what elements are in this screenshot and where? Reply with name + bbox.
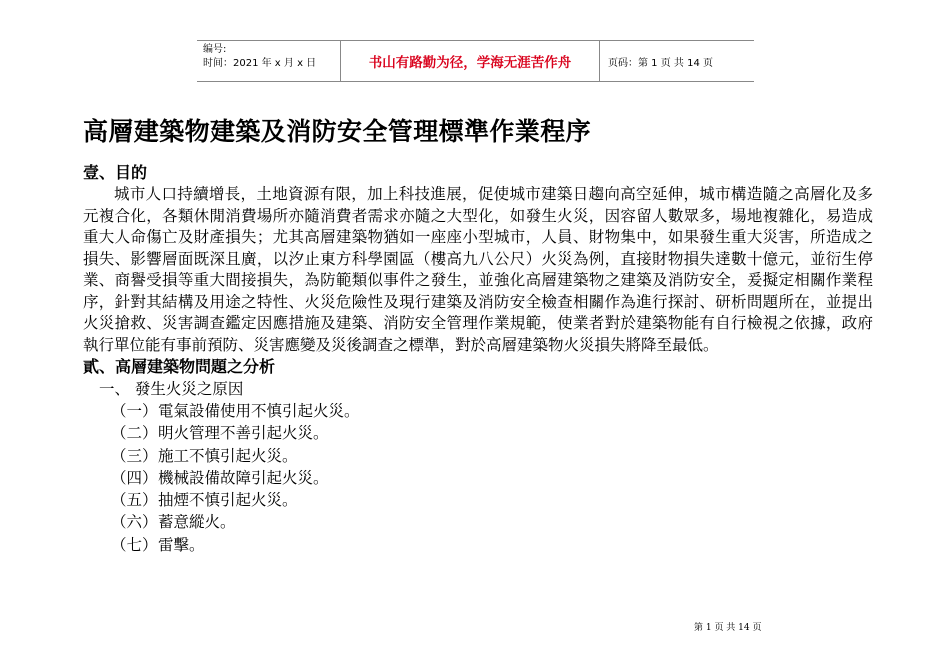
subsection-heading-fire-causes: 一、 發生火災之原因 [99,380,244,398]
list-item-text: 蓄意縱火。 [158,513,236,532]
header-time-label: 时间：2021 年 x 月 x 日 [203,58,317,69]
section-heading-purpose: 壹、目的 [83,163,148,182]
header-number-label: 编号: [203,44,227,55]
list-item [83,445,873,467]
page-header [197,40,754,82]
fire-causes-list [83,400,873,556]
list-item-number: （三） [111,446,158,465]
purpose-paragraph: 城市人口持續增長，土地資源有限，加上科技進展，促使城市建築日趨向高空延伸，城市構造隨之高層化及多元複合化，各類休閒消費場所亦隨消費者需求亦隨之大型化，如發生火災，因容留人數眾多，場地複雜化，易造成重大人命傷亡及財產損失；尤其高層建築物猶如一座座小型城市，人員、財物集中，如果發生重大災害，所造成之損失、影響層面既深且廣，以汐止東方科學園區（樓高九八公尺）火災為例，直接財物損失達數十億元，並衍生停業、商譽受損等重大間接損失，為防範類似事件之發生，並強化高層建築物之建築及消防安全，爰擬定相關作業程序，針對其結構及用途之特性、火災危險性及現行建築及消防安全檢查相關作為進行探討、研析問題所在，並提出火災搶救、災害調查鑑定因應措施及建築、消防安全管理作業規範，使業者對於建築物能有自行檢視之依據，政府執行單位能有事前預防、災害應變及災後調查之標準，對於高層建築物火災損失將降至最低。 [83,185,873,354]
section-heading-analysis: 貳、高層建築物問題之分析 [83,357,276,376]
list-item [83,489,873,511]
page-footer: 第 1 页 共 14 页 [694,623,762,633]
header-page-label: 页码：第 1 页 共 14 页 [608,57,713,69]
list-item-text: 明火管理不善引起火災。 [158,424,329,443]
list-item-number: （二） [111,424,158,443]
document-title: 高層建築物建築及消防安全管理標準作業程序 [83,117,592,146]
list-item-number: （五） [111,491,158,510]
list-item [83,511,873,533]
list-item [83,467,873,489]
list-item-number: （七） [111,535,158,554]
list-item-number: （一） [111,402,158,420]
list-item-text: 抽煙不慎引起火災。 [158,491,298,510]
list-item-number: （六） [111,513,158,532]
header-meta [197,41,341,81]
list-item-text: 雷擊。 [158,535,205,554]
document-body [83,162,873,556]
list-item-text: 電氣設備使用不慎引起火災。 [158,402,360,420]
list-item-text: 機械設備故障引起火災。 [158,468,329,487]
list-item-text: 施工不慎引起火災。 [158,446,298,465]
list-item [83,400,873,422]
list-item-number: （四） [111,468,158,487]
list-item [83,534,873,556]
header-motto: 书山有路勤为径，学海无涯苦作舟 [341,41,600,81]
list-item [83,422,873,444]
